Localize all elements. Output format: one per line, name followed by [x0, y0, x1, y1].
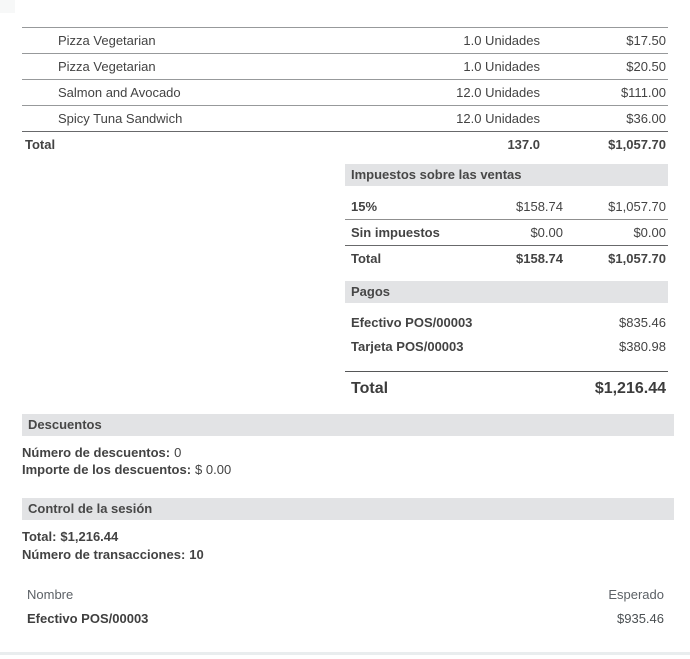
taxes-header: Impuestos sobre las ventas [345, 164, 668, 186]
payment-method: Efectivo POS/00003 [351, 315, 473, 330]
taxes-table [345, 194, 668, 271]
payment-row [345, 311, 668, 335]
bottom-divider [0, 652, 690, 655]
product-row [22, 54, 668, 80]
tax-amount: $158.74 [516, 199, 563, 214]
discounts-count-value: 0 [174, 445, 182, 460]
products-total-amount: $1,057.70 [608, 137, 666, 152]
product-row [22, 106, 668, 132]
product-qty: 1.0 Unidades [463, 59, 540, 74]
session-total-line [22, 528, 668, 545]
session-control-header: Control de la sesión [22, 498, 674, 520]
product-amount: $17.50 [626, 33, 666, 48]
taxes-total-label: Total [351, 251, 382, 266]
discounts-amount-label: Importe de los descuentos: [22, 462, 192, 477]
cash-expected-column-header: Esperado [608, 587, 664, 602]
discounts-count-line [22, 444, 668, 461]
tax-amount: $0.00 [530, 225, 563, 240]
discounts-amount-line [22, 461, 668, 478]
product-name: Pizza Vegetarian [58, 33, 156, 48]
product-amount: $20.50 [626, 59, 666, 74]
discounts-count-label: Número de descuentos: [22, 445, 171, 460]
session-transactions-line [22, 546, 668, 563]
session-transactions-label: Número de transacciones: [22, 547, 186, 562]
tax-name: 15% [351, 199, 378, 214]
products-total-qty: 137.0 [507, 137, 540, 152]
payments-total-amount: $1,216.44 [594, 380, 666, 397]
product-row [22, 28, 668, 54]
tax-base-amount: $1,057.70 [608, 199, 666, 214]
products-table [22, 27, 668, 157]
payment-amount: $835.46 [619, 315, 666, 330]
product-name: Spicy Tuna Sandwich [58, 111, 183, 126]
payments-rows [345, 311, 668, 359]
payments-section [345, 281, 668, 406]
product-name: Salmon and Avocado [58, 85, 181, 100]
cash-name-column-header: Nombre [27, 587, 74, 602]
tax-row [345, 194, 668, 220]
payment-amount: $380.98 [619, 339, 666, 354]
product-qty: 12.0 Unidades [456, 85, 540, 100]
payment-row [345, 335, 668, 359]
payments-total-label: Total [351, 380, 389, 397]
taxes-section [345, 164, 668, 271]
taxes-total-amount: $158.74 [516, 251, 563, 266]
session-transactions-value: 10 [189, 547, 204, 562]
cash-method-name: Efectivo POS/00003 [27, 611, 149, 626]
product-qty: 12.0 Unidades [456, 111, 540, 126]
tax-row [345, 220, 668, 246]
product-amount: $111.00 [620, 85, 666, 100]
payments-header: Pagos [345, 281, 668, 303]
cash-expected-amount: $935.46 [617, 611, 664, 626]
discounts-header: Descuentos [22, 414, 674, 436]
cash-summary-row [22, 610, 668, 627]
product-name: Pizza Vegetarian [58, 59, 156, 74]
payment-method: Tarjeta POS/00003 [351, 339, 464, 354]
session-total-label: Total: [22, 529, 57, 544]
product-amount: $36.00 [626, 111, 666, 126]
product-qty: 1.0 Unidades [463, 33, 540, 48]
tax-base-amount: $0.00 [633, 225, 666, 240]
discounts-amount-value: $ 0.00 [195, 462, 232, 477]
session-total-value: $1,216.44 [60, 529, 119, 544]
payments-total-row [345, 372, 668, 406]
product-row [22, 80, 668, 106]
taxes-total-base-amount: $1,057.70 [608, 251, 666, 266]
products-total-label: Total [25, 137, 56, 152]
products-total-row [22, 132, 668, 158]
tax-name: Sin impuestos [351, 225, 440, 240]
corner-artifact [0, 0, 15, 13]
taxes-total-row [345, 246, 668, 272]
cash-summary-header-row [22, 586, 668, 603]
